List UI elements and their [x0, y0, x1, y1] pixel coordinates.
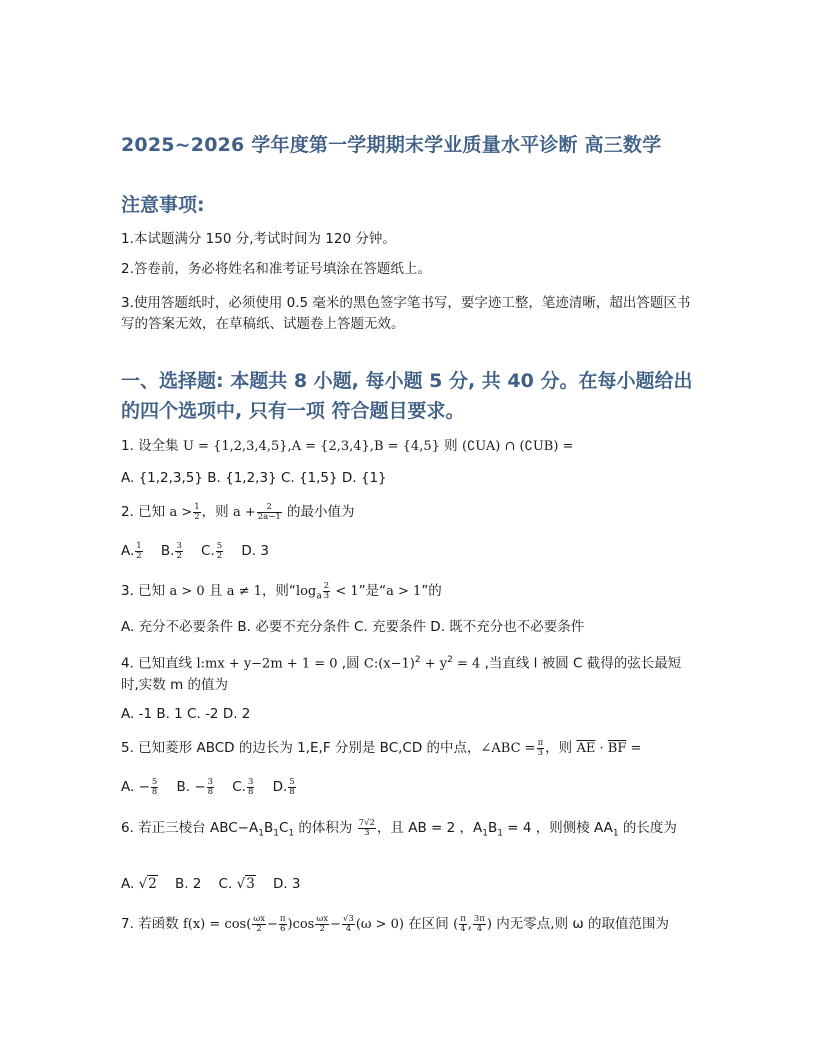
q7-minus-1: − — [267, 917, 278, 932]
question-5-options — [121, 777, 696, 798]
q7-text: 7. 若函数 — [121, 916, 183, 932]
q3-text-5: ”的 — [421, 583, 442, 599]
q6-text: 6. 若正三棱台 ABC−A — [121, 820, 259, 836]
q6-sub-2: 1 — [273, 828, 279, 839]
question-2-stem — [121, 502, 696, 523]
q7-comma: , — [467, 917, 472, 932]
q2-text-3: 的最小值为 — [282, 504, 355, 520]
q5-angle-frac: $\frac{\pi}{3}$ — [537, 737, 544, 758]
question-6-stem — [121, 818, 696, 845]
question-4-stem — [121, 650, 696, 696]
question-1-stem — [121, 436, 696, 457]
q2-math: a > — [169, 505, 193, 520]
question-3-stem — [121, 581, 696, 608]
q1-text: 1. 设全集 — [121, 438, 183, 454]
q7-minus-2: − — [330, 917, 341, 932]
q4-text: 4. 已知直线 — [121, 655, 197, 672]
q2-option-c: C. — [201, 543, 215, 559]
notice-heading: 注意事项: — [121, 194, 205, 216]
q5-angle: ∠ABC = — [480, 741, 536, 756]
q1-text-mid: 则 — [439, 438, 462, 454]
q3-log-base: a — [316, 591, 322, 602]
q6-sub-3: 1 — [288, 828, 295, 839]
q5-option-c-frac: $\frac{3}{8}$ — [247, 776, 254, 797]
q5-option-d-frac: $\frac{5}{8}$ — [289, 776, 295, 797]
q5-option-c: C. — [232, 779, 246, 795]
q5-option-a: A. − — [121, 779, 150, 795]
q6-text-2: 的体积为 — [294, 820, 357, 836]
q7-cos: )cos — [287, 917, 315, 932]
q2-option-a-frac: $\frac{1}{2}$ — [136, 540, 142, 561]
q6-sub-4: 1 — [482, 828, 488, 839]
q5-text: 5. 已知菱形 ABCD 的边长为 1,E,F 分别是 BC,CD 的中点， — [121, 740, 481, 756]
q3-math: a > 0 — [169, 584, 205, 599]
question-4-options: A. -1 B. 1 C. -2 D. 2 — [121, 706, 251, 722]
q7-func: f(x) = cos( — [182, 917, 252, 932]
q2-option-a: A. — [121, 543, 135, 559]
q7-paren-close: ) — [486, 917, 492, 932]
q6-text-4: 的长度为 — [618, 820, 677, 836]
q4-text-2: ,圆 — [337, 655, 364, 672]
q3-log-frac: $\frac{2}{3}$ — [323, 580, 330, 601]
q6-option-a-sqrt: √2 — [138, 876, 157, 892]
q6-text-c: C — [278, 820, 289, 836]
q5-equals: = — [626, 741, 642, 756]
q6-option-a: A. — [121, 876, 139, 892]
question-3-options: A. 充分不必要条件 B. 必要不充分条件 C. 充要条件 D. 既不充分也不必要条件 — [121, 619, 585, 635]
q5-dot: · — [595, 741, 608, 756]
q3-log: log — [295, 584, 317, 599]
notice-item-3: 3.使用答题纸时，必须使用 0.5 毫米的黑色签字笔书写，要字迹工整，笔迹清晰，超出答题区书写的答案无效，在草稿纸、试题卷上答题无效。 — [121, 295, 691, 332]
q2-fraction-2: $\frac{2}{2a-1}$ — [257, 501, 281, 522]
q5-text-2: ，则 — [545, 740, 577, 756]
q3-text-3: ，则“ — [261, 583, 296, 599]
q6-text-3b: B — [487, 820, 498, 836]
q6-option-c-sqrt: √3 — [236, 876, 255, 892]
exam-title: 2025~2026 学年度第一学期期末学业质量水平诊断 高三数学 — [121, 134, 662, 156]
q6-sub-6: 1 — [612, 828, 619, 839]
q6-volume-frac: $\frac{7√2}{3}$ — [358, 817, 375, 838]
q4-circle-eq-2: + y — [420, 656, 448, 672]
q2-option-c-frac: $\frac{5}{2}$ — [216, 540, 223, 561]
q4-line-eq: l:mx + y−2m + 1 = 0 — [196, 656, 338, 672]
q7-text-2: 在区间 — [404, 916, 454, 932]
q3-text-4: ”是“ — [358, 583, 387, 599]
q4-sup-1: 2 — [414, 655, 421, 665]
q6-sub-1: 1 — [258, 828, 264, 839]
question-1-options: A. {1,2,3,5} B. {1,2,3} C. {1,5} D. {1} — [121, 470, 387, 486]
notice-item-2: 2.答卷前，务必将姓名和准考证号填涂在答题纸上。 — [121, 261, 431, 277]
notice-item-1: 1.本试题满分 150 分,考试时间为 120 分钟。 — [121, 231, 396, 247]
question-2-options — [121, 541, 696, 562]
q2-text: 2. 已知 — [121, 504, 170, 520]
q3-math-4: a > 1 — [386, 584, 422, 599]
q5-vector-bf: $\overline{BF}$ — [607, 741, 627, 756]
q4-circle-eq: C:(x−1) — [363, 656, 415, 672]
q6-sub-5: 1 — [497, 828, 503, 839]
q5-vector-ae: $\overline{AE}$ — [576, 741, 596, 756]
q6-option-b-c: B. 2 C. — [157, 876, 237, 892]
q6-text-3c: = 4 ，则侧棱 AA — [502, 820, 613, 836]
q7-frac-6: $\frac{3\pi}{4}$ — [473, 913, 485, 934]
q2-option-d: D. 3 — [241, 543, 269, 559]
q7-frac-5: $\frac{\pi}{4}$ — [460, 913, 466, 934]
question-6-options — [121, 874, 696, 895]
q4-text-3: ,当直线 l 被圆 C 截得的弦长最短时,实数 m 的值为 — [121, 655, 682, 693]
q5-option-a-frac: $\frac{5}{8}$ — [151, 776, 158, 797]
q7-frac-2: $\frac{\pi}{6}$ — [279, 913, 286, 934]
q2-text-2: ，则 — [201, 504, 233, 520]
q2-option-b: B. — [160, 543, 175, 559]
question-7-stem — [121, 910, 696, 939]
q7-frac-3: $\frac{\omega x}{2}$ — [316, 913, 329, 934]
q5-option-b-frac: $\frac{3}{8}$ — [207, 776, 214, 797]
q2-option-b-frac: $\frac{3}{2}$ — [176, 540, 182, 561]
q4-circle-eq-3: = 4 — [452, 656, 481, 672]
q7-condition: (ω > 0) — [355, 917, 405, 932]
q2-fraction-1: $\frac{1}{2}$ — [194, 501, 200, 522]
section-heading: 一、选择题: 本题共 8 小题, 每小题 5 分, 共 40 分。在每小题给出的四个选项中, 只有一项 符合题目要求。 — [121, 370, 693, 422]
q3-math-3: < 1 — [331, 584, 359, 599]
q1-math-2: (∁UA) ∩ (∁UB) = — [461, 439, 574, 454]
q7-frac-4: $\frac{√3}{4}$ — [343, 913, 354, 934]
q5-option-d: D. — [272, 779, 288, 795]
q2-math-2: a + — [232, 505, 256, 520]
q4-sup-2: 2 — [447, 655, 453, 665]
q6-text-3: ，且 AB = 2 ，A — [376, 820, 483, 836]
q3-text-2: 且 — [204, 583, 227, 599]
q3-math-2: a ≠ 1 — [226, 584, 262, 599]
q6-text-b: B — [263, 820, 274, 836]
q5-option-b: B. − — [176, 779, 206, 795]
question-5-stem — [121, 738, 696, 759]
q3-text: 3. 已知 — [121, 583, 170, 599]
q7-frac-1: $\frac{\omega x}{2}$ — [253, 913, 265, 934]
q7-text-3: 内无零点,则 ω 的取值范围为 — [492, 916, 669, 932]
q6-option-d: D. 3 — [255, 876, 301, 892]
q7-paren-open: ( — [453, 917, 459, 932]
q1-math: U = {1,2,3,4,5},A = {2,3,4},B = {4,5} — [182, 439, 440, 454]
